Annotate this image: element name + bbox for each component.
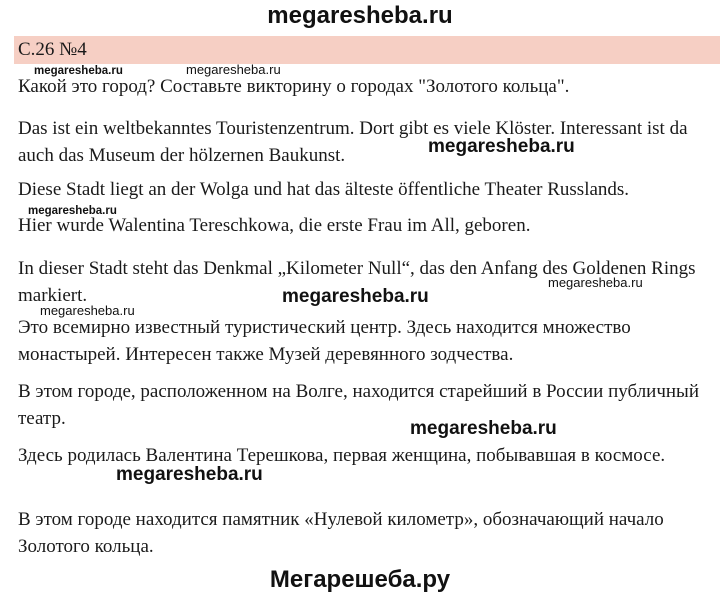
watermark: megaresheba.ru <box>282 286 429 307</box>
russian-paragraph-3: Здесь родилась Валентина Терешкова, первая женщина, побывавшая в космосе. <box>18 445 666 466</box>
watermark: megaresheba.ru <box>186 62 281 77</box>
german-paragraph-3: Hier wurde Walentina Tereschkowa, die erste Frau im All, geboren. <box>18 215 531 236</box>
watermark: megaresheba.ru <box>410 418 557 439</box>
german-paragraph-1: Das ist ein weltbekanntes Touristenzentrum. Dort gibt es viele Klöster. Interessant ist da auch das Museum der hölzernen Baukunst. <box>18 118 688 166</box>
russian-paragraph-4: В этом городе находится памятник «Нулевой километр», обозначающий начало Золотого кольца. <box>18 509 664 557</box>
site-title: megaresheba.ru <box>267 2 453 29</box>
watermark: megaresheba.ru <box>28 205 117 217</box>
watermark: megaresheba.ru <box>548 275 643 290</box>
footer-title: Мегарешеба.ру <box>269 566 451 593</box>
german-paragraph-2: Diese Stadt liegt an der Wolga und hat das älteste öffentliche Theater Russlands. <box>18 179 630 200</box>
german-paragraph-4: In dieser Stadt steht das Denkmal „Kilometer Null“, das den Anfang des Goldenen Rings markiert. <box>18 258 696 306</box>
russian-paragraph-2: В этом городе, расположенном на Волге, находится старейший в России публичный театр. <box>18 381 699 429</box>
russian-paragraph-1: Это всемирно известный туристический центр. Здесь находится множество монастырей. Интересен также Музей деревянного зодчества. <box>18 317 631 365</box>
watermark: megaresheba.ru <box>34 65 123 77</box>
watermark: megaresheba.ru <box>428 136 575 157</box>
watermark: megaresheba.ru <box>116 464 263 485</box>
task-question: Какой это город? Составьте викторину о городах "Золотого кольца". <box>18 76 570 97</box>
watermark: megaresheba.ru <box>40 303 135 318</box>
task-header: С.26 №4 <box>14 36 720 64</box>
